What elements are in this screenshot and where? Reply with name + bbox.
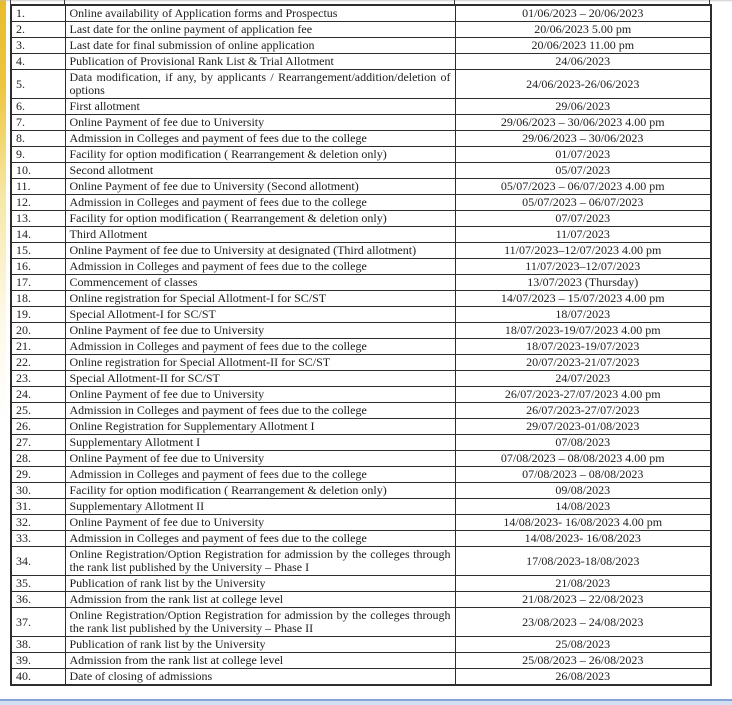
row-description: First allotment: [65, 99, 455, 115]
table-row: [11, 499, 711, 515]
row-date: 26/08/2023: [455, 669, 711, 686]
table-row: [11, 653, 711, 669]
row-date: 18/07/2023: [455, 307, 711, 323]
row-serial: 38.: [11, 637, 65, 653]
row-description: Online Registration/Option Registration for admission by the colleges through the rank list published by the University – Phase II: [65, 608, 455, 637]
row-description: Facility for option modification ( Rearrangement & deletion only): [65, 211, 455, 227]
row-description: Second allotment: [65, 163, 455, 179]
table-row: [11, 419, 711, 435]
row-date: 29/06/2023 – 30/06/2023 4.00 pm: [455, 115, 711, 131]
row-serial: 16.: [11, 259, 65, 275]
row-serial: 13.: [11, 211, 65, 227]
row-date: 21/08/2023 – 22/08/2023: [455, 592, 711, 608]
row-date: 20/07/2023-21/07/2023: [455, 355, 711, 371]
row-description: Admission in Colleges and payment of fees due to the college: [65, 259, 455, 275]
row-date: 14/08/2023: [455, 499, 711, 515]
table-row: [11, 371, 711, 387]
row-date: 26/07/2023-27/07/2023 4.00 pm: [455, 387, 711, 403]
row-description: Special Allotment-I for SC/ST: [65, 307, 455, 323]
row-date: 01/06/2023 – 20/06/2023: [455, 5, 711, 22]
row-serial: 4.: [11, 54, 65, 70]
row-date: 24/07/2023: [455, 371, 711, 387]
row-serial: 3.: [11, 38, 65, 54]
row-date: 07/08/2023 – 08/08/2023 4.00 pm: [455, 451, 711, 467]
row-date: 17/08/2023-18/08/2023: [455, 547, 711, 576]
row-serial: 24.: [11, 387, 65, 403]
row-serial: 36.: [11, 592, 65, 608]
admission-schedule-table: [10, 4, 712, 686]
row-date: 26/07/2023-27/07/2023: [455, 403, 711, 419]
row-date: 07/08/2023: [455, 435, 711, 451]
row-serial: 34.: [11, 547, 65, 576]
row-description: Data modification, if any, by applicants / Rearrangement/addition/deletion of options: [65, 70, 455, 99]
row-serial: 35.: [11, 576, 65, 592]
row-description: Facility for option modification ( Rearrangement & deletion only): [65, 483, 455, 499]
row-description: Admission in Colleges and payment of fees due to the college: [65, 531, 455, 547]
table-row: [11, 387, 711, 403]
row-serial: 19.: [11, 307, 65, 323]
row-description: Last date for the online payment of application fee: [65, 22, 455, 38]
row-serial: 7.: [11, 115, 65, 131]
table-row: [11, 435, 711, 451]
row-serial: 28.: [11, 451, 65, 467]
row-date: 18/07/2023-19/07/2023 4.00 pm: [455, 323, 711, 339]
row-description: Admission in Colleges and payment of fees due to the college: [65, 339, 455, 355]
row-date: 05/07/2023 – 06/07/2023 4.00 pm: [455, 179, 711, 195]
row-description: Online Payment of fee due to University: [65, 323, 455, 339]
row-date: 11/07/2023–12/07/2023 4.00 pm: [455, 243, 711, 259]
row-description: Admission in Colleges and payment of fees due to the college: [65, 403, 455, 419]
row-serial: 23.: [11, 371, 65, 387]
table-row: [11, 592, 711, 608]
row-serial: 1.: [11, 5, 65, 22]
row-serial: 5.: [11, 70, 65, 99]
row-description: Publication of rank list by the University: [65, 576, 455, 592]
row-date: 18/07/2023-19/07/2023: [455, 339, 711, 355]
bottom-window-bar: [0, 699, 732, 705]
row-description: Online Payment of fee due to University: [65, 115, 455, 131]
row-description: Online Payment of fee due to University: [65, 451, 455, 467]
row-serial: 27.: [11, 435, 65, 451]
table-row: [11, 451, 711, 467]
row-serial: 2.: [11, 22, 65, 38]
row-serial: 12.: [11, 195, 65, 211]
row-date: 14/08/2023- 16/08/2023: [455, 531, 711, 547]
row-description: Admission in Colleges and payment of fees due to the college: [65, 195, 455, 211]
row-description: Date of closing of admissions: [65, 669, 455, 686]
row-serial: 9.: [11, 147, 65, 163]
row-serial: 29.: [11, 467, 65, 483]
row-date: 29/06/2023: [455, 99, 711, 115]
table-row: [11, 323, 711, 339]
top-window-edge: [0, 0, 732, 2]
row-description: Last date for final submission of online application: [65, 38, 455, 54]
row-serial: 25.: [11, 403, 65, 419]
row-description: Publication of Provisional Rank List & Trial Allotment: [65, 54, 455, 70]
table-row: [11, 467, 711, 483]
table-row: [11, 54, 711, 70]
row-date: 24/06/2023: [455, 54, 711, 70]
row-description: Online Payment of fee due to University at designated (Third allotment): [65, 243, 455, 259]
row-date: 11/07/2023: [455, 227, 711, 243]
row-date: 14/07/2023 – 15/07/2023 4.00 pm: [455, 291, 711, 307]
table-row: [11, 195, 711, 211]
row-date: 13/07/2023 (Thursday): [455, 275, 711, 291]
table-row: [11, 227, 711, 243]
row-description: Special Allotment-II for SC/ST: [65, 371, 455, 387]
row-date: 29/07/2023-01/08/2023: [455, 419, 711, 435]
table-row: [11, 669, 711, 686]
row-description: Admission from the rank list at college level: [65, 653, 455, 669]
table-row: [11, 403, 711, 419]
table-row: [11, 637, 711, 653]
row-date: 23/08/2023 – 24/08/2023: [455, 608, 711, 637]
row-date: 21/08/2023: [455, 576, 711, 592]
row-serial: 6.: [11, 99, 65, 115]
row-serial: 17.: [11, 275, 65, 291]
table-row: [11, 355, 711, 371]
table-row: [11, 115, 711, 131]
schedule-rows: [11, 5, 711, 685]
table-row: [11, 307, 711, 323]
row-description: Commencement of classes: [65, 275, 455, 291]
row-date: 01/07/2023: [455, 147, 711, 163]
row-serial: 20.: [11, 323, 65, 339]
row-description: Online Registration for Supplementary Allotment I: [65, 419, 455, 435]
row-description: Admission in Colleges and payment of fees due to the college: [65, 467, 455, 483]
row-serial: 26.: [11, 419, 65, 435]
row-description: Admission in Colleges and payment of fees due to the college: [65, 131, 455, 147]
table-row: [11, 576, 711, 592]
row-date: 25/08/2023 – 26/08/2023: [455, 653, 711, 669]
table-row: [11, 5, 711, 22]
table-row: [11, 547, 711, 576]
row-serial: 39.: [11, 653, 65, 669]
row-description: Online Payment of fee due to University: [65, 515, 455, 531]
row-serial: 40.: [11, 669, 65, 686]
row-date: 14/08/2023- 16/08/2023 4.00 pm: [455, 515, 711, 531]
row-description: Online registration for Special Allotment-II for SC/ST: [65, 355, 455, 371]
row-date: 24/06/2023-26/06/2023: [455, 70, 711, 99]
row-serial: 32.: [11, 515, 65, 531]
table-row: [11, 515, 711, 531]
table-row: [11, 531, 711, 547]
row-date: 20/06/2023 11.00 pm: [455, 38, 711, 54]
table-row: [11, 275, 711, 291]
row-date: 05/07/2023 – 06/07/2023: [455, 195, 711, 211]
row-serial: 33.: [11, 531, 65, 547]
table-row: [11, 243, 711, 259]
table-row: [11, 291, 711, 307]
row-date: 09/08/2023: [455, 483, 711, 499]
table-row: [11, 38, 711, 54]
table-row: [11, 211, 711, 227]
row-description: Third Allotment: [65, 227, 455, 243]
row-serial: 22.: [11, 355, 65, 371]
row-serial: 31.: [11, 499, 65, 515]
row-date: 07/08/2023 – 08/08/2023: [455, 467, 711, 483]
table-row: [11, 147, 711, 163]
table-row: [11, 339, 711, 355]
row-serial: 18.: [11, 291, 65, 307]
table-row: [11, 22, 711, 38]
row-description: Publication of rank list by the University: [65, 637, 455, 653]
table-row: [11, 608, 711, 637]
table-row: [11, 131, 711, 147]
row-serial: 11.: [11, 179, 65, 195]
table-row: [11, 70, 711, 99]
row-description: Online Payment of fee due to University: [65, 387, 455, 403]
row-serial: 30.: [11, 483, 65, 499]
row-description: Supplementary Allotment II: [65, 499, 455, 515]
row-description: Admission from the rank list at college level: [65, 592, 455, 608]
table-row: [11, 179, 711, 195]
table-row: [11, 163, 711, 179]
row-description: Facility for option modification ( Rearrangement & deletion only): [65, 147, 455, 163]
row-description: Online Payment of fee due to University (Second allotment): [65, 179, 455, 195]
row-date: 29/06/2023 – 30/06/2023: [455, 131, 711, 147]
row-serial: 14.: [11, 227, 65, 243]
row-date: 11/07/2023–12/07/2023: [455, 259, 711, 275]
left-accent-strip: [0, 0, 6, 705]
row-description: Supplementary Allotment I: [65, 435, 455, 451]
row-description: Online registration for Special Allotment-I for SC/ST: [65, 291, 455, 307]
row-date: 20/06/2023 5.00 pm: [455, 22, 711, 38]
row-description: Online availability of Application forms and Prospectus: [65, 5, 455, 22]
row-date: 05/07/2023: [455, 163, 711, 179]
row-serial: 8.: [11, 131, 65, 147]
table-row: [11, 483, 711, 499]
table-row: [11, 259, 711, 275]
row-date: 07/07/2023: [455, 211, 711, 227]
row-serial: 37.: [11, 608, 65, 637]
row-date: 25/08/2023: [455, 637, 711, 653]
row-serial: 21.: [11, 339, 65, 355]
row-serial: 15.: [11, 243, 65, 259]
row-serial: 10.: [11, 163, 65, 179]
row-description: Online Registration/Option Registration for admission by the colleges through the rank list published by the University – Phase I: [65, 547, 455, 576]
table-row: [11, 99, 711, 115]
